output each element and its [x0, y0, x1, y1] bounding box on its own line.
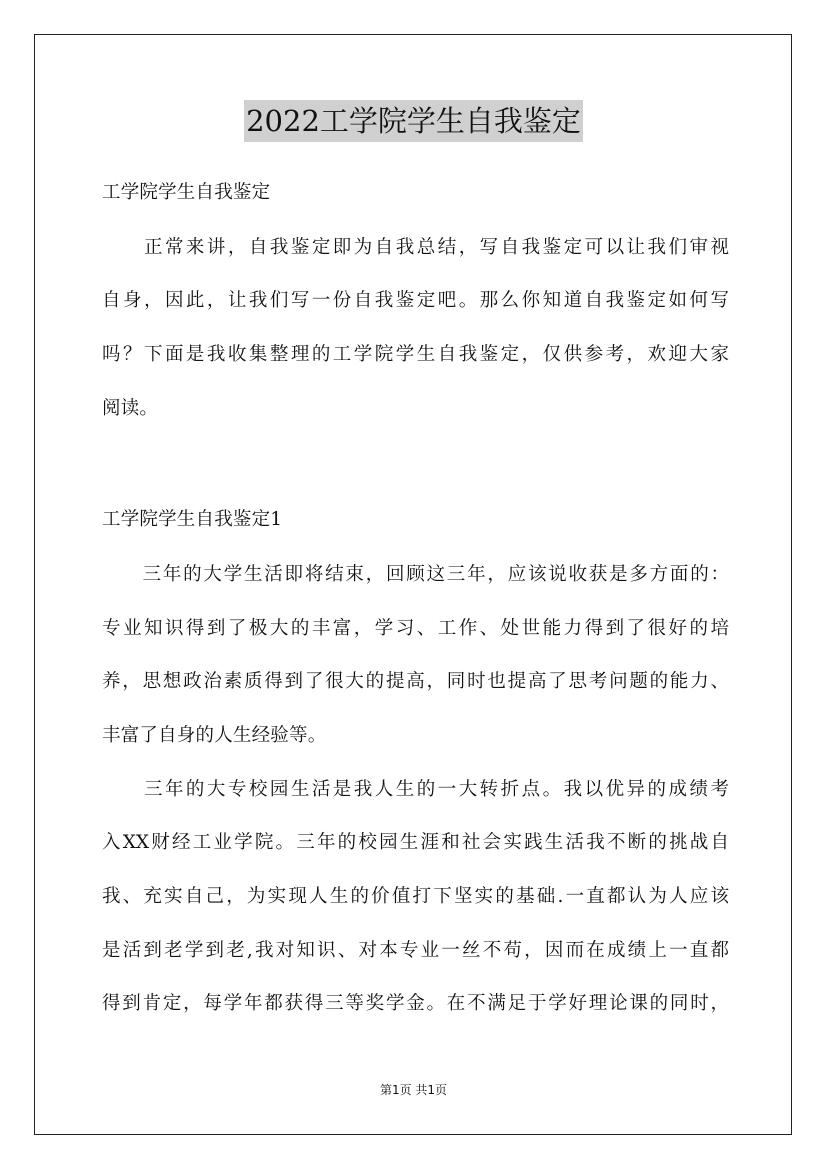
- text-line: 得到肯定，每学年都获得三等奖学金。在不满足于学好理论课的同时，: [102, 993, 729, 1014]
- text-line: 养，思想政治素质得到了很大的提高，同时也提高了思考问题的能力、: [102, 671, 729, 692]
- text-line: 阅读。: [102, 398, 159, 419]
- text-line: 专业知识得到了极大的丰富，学习、工作、处世能力得到了很好的培: [102, 618, 729, 639]
- text-line: 我、充实自己，为实现人生的价值打下坚实的基础.一直都认为人应该: [102, 886, 729, 907]
- document-title: 2022工学院学生自我鉴定: [244, 100, 583, 142]
- text-line: 入XX财经工业学院。三年的校园生涯和社会实践生活我不断的挑战自: [102, 832, 729, 853]
- text-line: 是活到老学到老,我对知识、对本专业一丝不苟，因而在成绩上一直都: [102, 940, 729, 961]
- page-footer: 第1页 共1页: [379, 1083, 448, 1097]
- text-line: 自身，因此，让我们写一份自我鉴定吧。那么你知道自我鉴定如何写: [102, 290, 729, 311]
- text-line: 正常来讲，自我鉴定即为自我总结，写自我鉴定可以让我们审视: [102, 237, 729, 258]
- text-line: 吗？下面是我收集整理的工学院学生自我鉴定，仅供参考，欢迎大家: [102, 344, 729, 365]
- section-heading: 工学院学生自我鉴定: [102, 182, 271, 203]
- text-line: 三年的大专校园生活是我人生的一大转折点。我以优异的成绩考: [102, 779, 729, 800]
- section-heading: 工学院学生自我鉴定1: [102, 509, 283, 530]
- text-line: 三年的大学生活即将结束，回顾这三年，应该说收获是多方面的：: [102, 564, 729, 585]
- text-line: 丰富了自身的人生经验等。: [102, 725, 327, 746]
- title-container: [0, 100, 827, 142]
